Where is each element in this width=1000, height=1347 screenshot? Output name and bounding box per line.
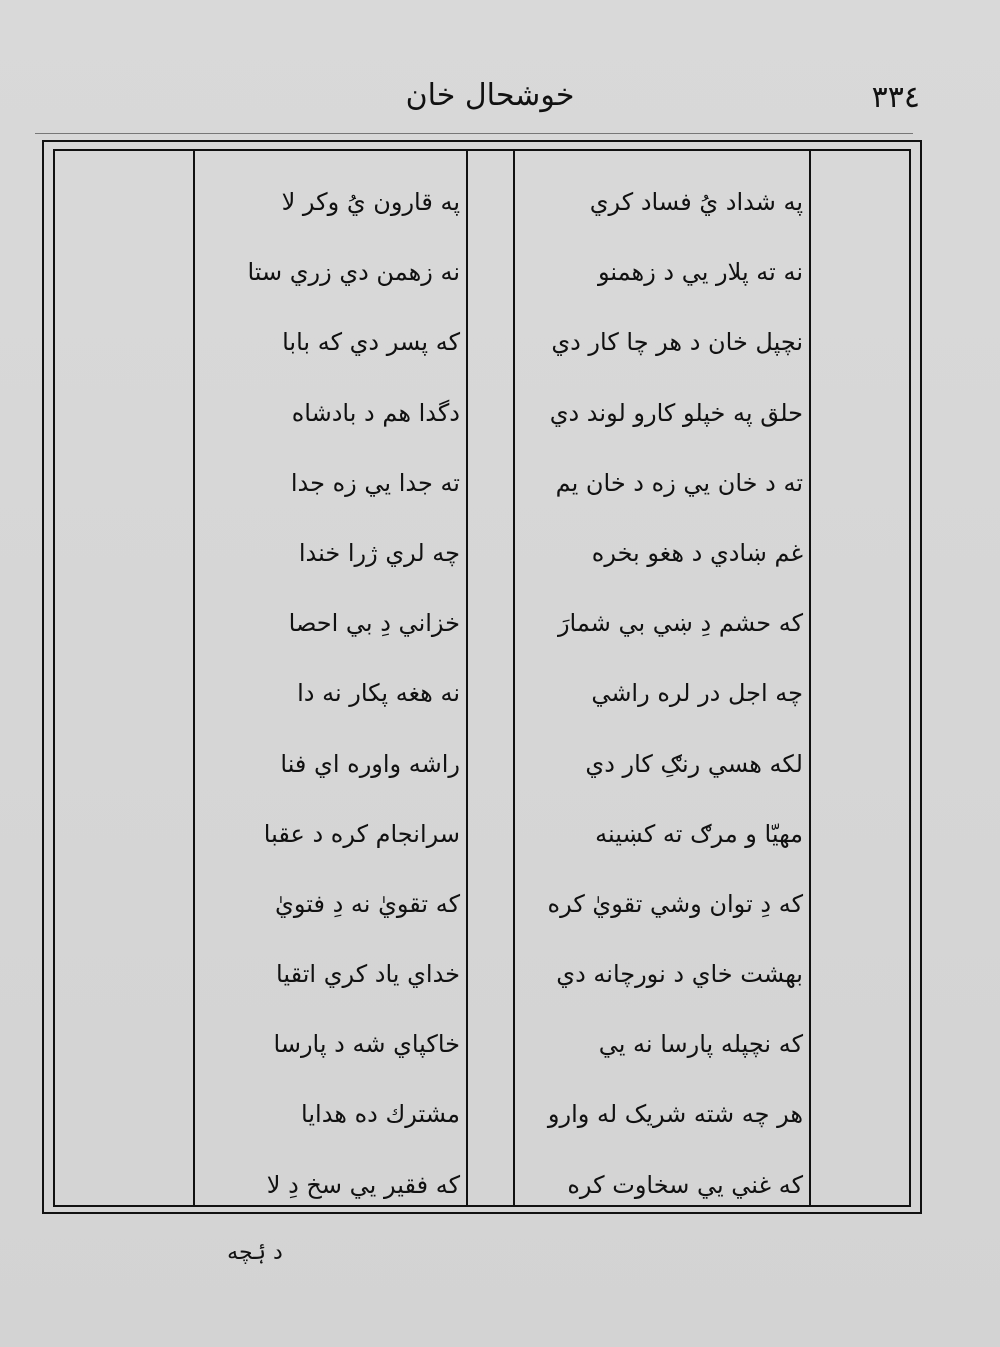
verse-line: راشه واوره اي فنا: [280, 749, 460, 778]
catchword: د ۂچه: [227, 1240, 283, 1265]
verse-line: ته د خان يي زه د خان يم: [555, 468, 803, 497]
verse-line: نه زهمن دي زري ستا: [247, 258, 460, 287]
verse-line: چه لري ژرا خندا: [298, 538, 460, 567]
verse-line: مشترك ده هدايا: [301, 1100, 460, 1129]
verse-line: ته جدا يي زه جدا: [290, 468, 460, 497]
verse-line: بهشت خاي د نورچانه دي: [556, 960, 803, 989]
verse-line: كه پسر دي كه بابا: [282, 328, 460, 357]
verse-line: كه دِ توان وشي تقويٰ كره: [547, 889, 803, 918]
verse-line: غم ښادي د هغو بخره: [591, 538, 803, 567]
verse-line: كه حشم دِ ښي بي شمارَ: [557, 609, 803, 638]
verse-line: نه هغه پكار نه دا: [297, 679, 460, 708]
verse-line: نچپل خان د هر چا كار دي: [551, 328, 803, 357]
verse-line: چه اجل در لره راشي: [591, 679, 803, 708]
verse-line: نه ته پلار يي د زهمنو: [598, 258, 803, 287]
page-header-title: خوشحال خان: [405, 78, 575, 113]
verse-line: كه فقير يي سخ دِ لا: [266, 1170, 460, 1199]
verse-line: سرانجام كره د عقبا: [263, 819, 460, 848]
verse-line: خزاني دِ بي احصا: [288, 609, 460, 638]
column-divider-right: [809, 151, 811, 1205]
verse-line: كه نچپله پارسا نه يي: [598, 1030, 803, 1059]
header-rule: [35, 133, 913, 134]
verse-line: هر چه شته شريک له وارو: [547, 1100, 803, 1129]
right-verse-column: [515, 155, 809, 1205]
column-divider-center-left: [466, 151, 468, 1205]
verse-line: لكه هسي رنګِ كار دي: [585, 749, 803, 778]
verse-line: په شداد يُ فساد كري: [589, 188, 803, 216]
verse-line: كه تقويٰ نه دِ فتويٰ: [275, 889, 460, 918]
verse-line: حلق په خپلو كارو لوند دي: [549, 398, 803, 427]
verse-line: مهيّا و مرګ ته كښينه: [595, 819, 803, 848]
verse-line: په قارون يُ وكر لا: [281, 188, 460, 216]
verse-line: كه غني يي سخاوت كره: [567, 1170, 803, 1199]
page-number: ٣٣٤: [871, 80, 920, 115]
verse-line: خداي ياد كري اتقيا: [276, 960, 460, 989]
left-verse-column: [195, 155, 466, 1205]
verse-line: خاكپاي شه د پارسا: [273, 1030, 460, 1059]
verse-line: دگدا هم د بادشاه: [291, 398, 460, 427]
